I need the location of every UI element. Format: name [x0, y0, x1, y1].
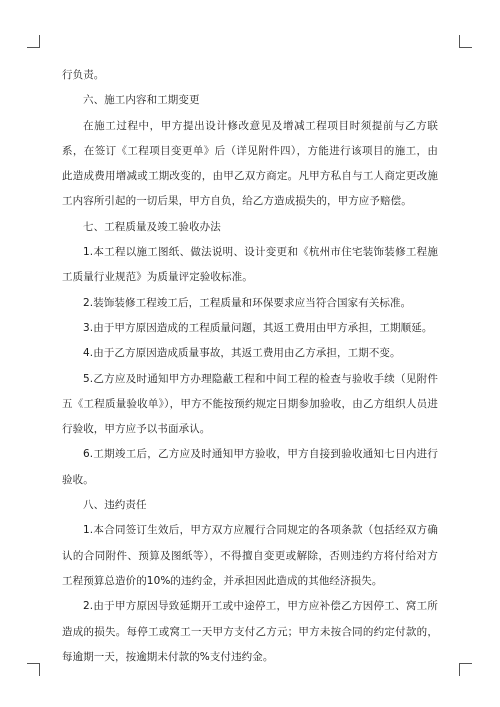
- section-heading-7: 七、工程质量及竣工验收办法: [83, 220, 221, 233]
- clause-7-5: 5.乙方应及时通知甲方办理隐蔽工程和中间工程的检查与验收手续（见附件五《工程质量验收单》），甲方不能按预约规定日期参加验收，由乙方组织人员进行验收，甲方应予以书面承认。: [62, 372, 438, 436]
- crop-mark-top-left: [27, 35, 40, 48]
- crop-mark-bottom-left: [27, 663, 40, 676]
- paragraph-continuation: 行负责。: [62, 69, 105, 81]
- crop-mark-bottom-right: [459, 663, 472, 676]
- paragraph-change-terms: 在施工过程中，甲方提出设计修改意见及增减工程项目时须提前与乙方联系，在签订《工程项目变更单》后（详见附件四），方能进行该项目的施工，由此造成费用增减或工期改变的，由甲乙双方商定。凡甲方私自与工人商定更改施工内容所引起的一切后果，甲方自负，给乙方造成损失的，甲方应予赔偿。: [62, 119, 438, 208]
- clause-7-2: 2.装饰装修工程竣工后，工程质量和环保要求应当符合国家有关标准。: [83, 296, 412, 309]
- clause-7-4: 4.由于乙方原因造成质量事故，其返工费用由乙方承担，工期不变。: [83, 347, 401, 360]
- crop-mark-top-right: [459, 35, 472, 48]
- clause-7-1: 1.本工程以施工图纸、做法说明、设计变更和《杭州市住宅装饰装修工程施工质量行业规范》为质量评定验收标准。: [62, 246, 438, 284]
- section-heading-6: 六、施工内容和工期变更: [83, 94, 200, 107]
- document-page: [62, 63, 438, 670]
- clause-7-3: 3.由于甲方原因造成的工程质量问题，其返工费用由甲方承担，工期顺延。: [83, 321, 433, 334]
- clause-8-2: 2.由于甲方原因导致延期开工或中途停工，甲方应补偿乙方因停工、窝工所造成的损失。每停工或窝工一天甲方支付乙方元；甲方未按合同的约定付款的，每逾期一天，按逾期未付款的%支付违约金。: [62, 600, 438, 663]
- section-heading-8: 八、违约责任: [83, 499, 147, 512]
- clause-7-6: 6.工期竣工后，乙方应及时通知甲方验收，甲方自接到验收通知七日内进行验收。: [62, 448, 438, 486]
- clause-8-1: 1.本合同签订生效后，甲方双方应履行合同规定的各项条款（包括经双方确认的合同附件、预算及图纸等），不得擅自变更或解除，否则违约方将付给对方工程预算总造价的10%的违约金，并承担因此造成的其他经济损失。: [62, 524, 438, 587]
